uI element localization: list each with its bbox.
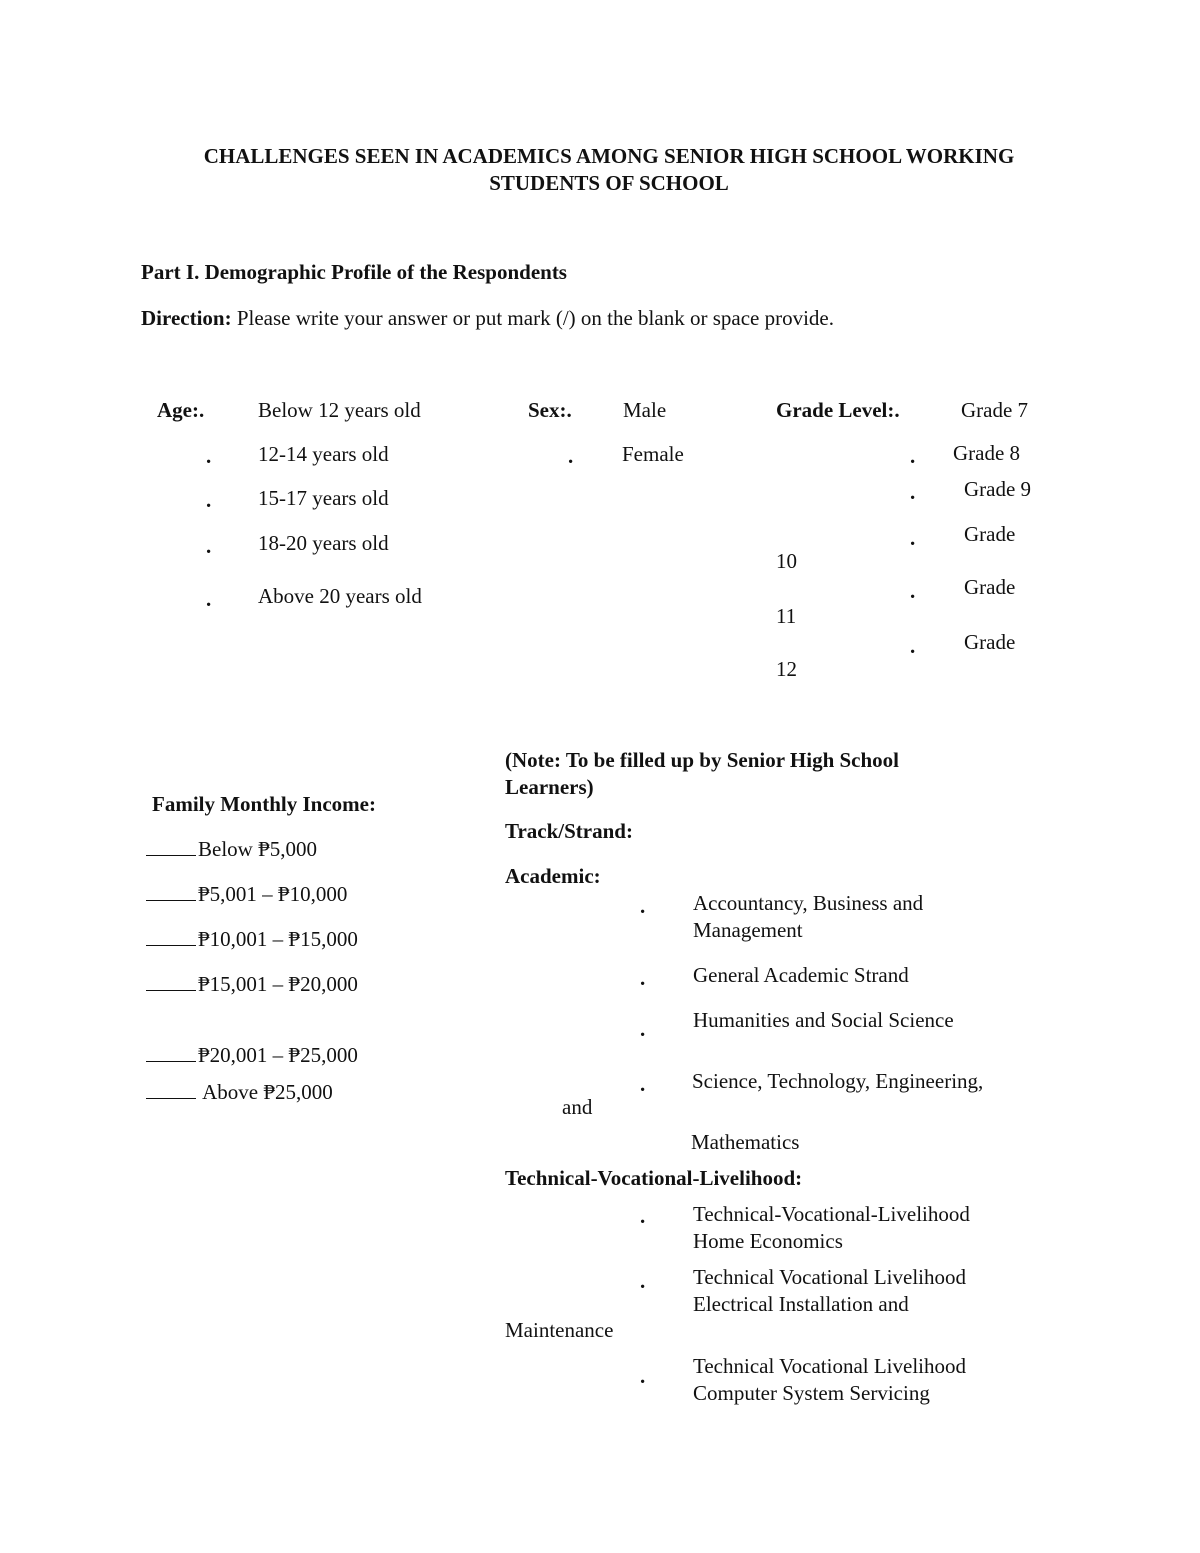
tvl-css-option-line-2: Computer System Servicing xyxy=(693,1381,930,1405)
income-option-2[interactable]: ₱5,001 – ₱10,000 xyxy=(146,881,347,908)
academic-label: Academic: xyxy=(505,864,601,888)
tvl-label: Technical-Vocational-Livelihood: xyxy=(505,1166,803,1190)
tvl-eim-option-line-1[interactable]: Technical Vocational Livelihood xyxy=(693,1265,967,1289)
age-label: Age:. xyxy=(157,398,205,422)
part-one-heading: Part I. Demographic Profile of the Respondents xyxy=(141,260,567,284)
income-blank-4[interactable] xyxy=(146,972,196,991)
income-option-3[interactable]: ₱10,001 – ₱15,000 xyxy=(146,926,358,953)
income-option-1[interactable]: Below ₱5,000 xyxy=(146,836,317,863)
sex-label: Sex:. xyxy=(528,398,572,422)
gas-checkbox[interactable]: . xyxy=(640,966,646,990)
grade-option-7[interactable]: Grade 7 xyxy=(961,398,1029,422)
direction-label: Direction: xyxy=(141,306,232,330)
age-option-15-17[interactable]: 15-17 years old xyxy=(258,486,389,510)
tvl-eim-option-line-3: Maintenance xyxy=(505,1318,614,1342)
grade-level-label: Grade Level:. xyxy=(776,398,900,422)
income-blank-3[interactable] xyxy=(146,927,196,946)
tvl-css-option-line-1[interactable]: Technical Vocational Livelihood xyxy=(693,1354,967,1378)
tvl-he-option-line-2: Home Economics xyxy=(693,1229,843,1253)
title-line-2: STUDENTS OF SCHOOL xyxy=(489,171,729,195)
grade-option-12-word[interactable]: Grade xyxy=(964,630,1016,654)
stem-option-line-1[interactable]: Science, Technology, Engineering, xyxy=(692,1069,984,1093)
grade-option-9[interactable]: Grade 9 xyxy=(964,477,1032,501)
tvl-eim-option-line-2: Electrical Installation and xyxy=(693,1292,909,1316)
age-option-below-12[interactable]: Below 12 years old xyxy=(258,398,421,422)
gas-option[interactable]: General Academic Strand xyxy=(693,963,909,987)
income-option-6[interactable]: Above ₱25,000 xyxy=(146,1079,333,1106)
tvl-css-checkbox[interactable]: . xyxy=(640,1364,646,1388)
age-option-12-14[interactable]: 12-14 years old xyxy=(258,442,389,466)
direction-text: Please write your answer or put mark (/) on the blank or space provide. xyxy=(231,306,834,330)
income-option-5[interactable]: ₱20,001 – ₱25,000 xyxy=(146,1042,358,1069)
title-line-1: CHALLENGES SEEN IN ACADEMICS AMONG SENIOR HIGH SCHOOL WORKING xyxy=(203,144,1015,168)
stem-checkbox[interactable]: . xyxy=(640,1072,646,1096)
grade-checkbox-10[interactable]: . xyxy=(910,526,916,550)
income-blank-5[interactable] xyxy=(146,1043,196,1062)
stem-option-and: and xyxy=(562,1095,593,1119)
age-checkbox-2[interactable]: . xyxy=(206,444,212,468)
sex-option-male[interactable]: Male xyxy=(623,398,667,422)
age-checkbox-3[interactable]: . xyxy=(206,488,212,512)
track-strand-label: Track/Strand: xyxy=(505,819,633,843)
age-option-18-20[interactable]: 18-20 years old xyxy=(258,531,389,555)
abm-option-line-1[interactable]: Accountancy, Business and xyxy=(693,891,924,915)
grade-checkbox-11[interactable]: . xyxy=(910,579,916,603)
grade-checkbox-8[interactable]: . xyxy=(910,444,916,468)
strand-note-line-1: (Note: To be filled up by Senior High School xyxy=(505,748,900,772)
grade-checkbox-12[interactable]: . xyxy=(910,634,916,658)
grade-option-8[interactable]: Grade 8 xyxy=(953,441,1021,465)
sex-option-female[interactable]: Female xyxy=(622,442,684,466)
grade-option-12-number: 12 xyxy=(776,657,797,681)
tvl-eim-checkbox[interactable]: . xyxy=(640,1269,646,1293)
sex-checkbox-female[interactable]: . xyxy=(568,444,574,468)
grade-option-11-word[interactable]: Grade xyxy=(964,575,1016,599)
income-blank-6[interactable] xyxy=(146,1080,196,1099)
age-checkbox-5[interactable]: . xyxy=(206,587,212,611)
humss-checkbox[interactable]: . xyxy=(640,1017,646,1041)
tvl-he-option-line-1[interactable]: Technical-Vocational-Livelihood xyxy=(693,1202,970,1226)
income-label: Family Monthly Income: xyxy=(152,792,376,816)
strand-note-line-2: Learners) xyxy=(505,775,594,799)
income-option-4[interactable]: ₱15,001 – ₱20,000 xyxy=(146,971,358,998)
tvl-he-checkbox[interactable]: . xyxy=(640,1204,646,1228)
abm-checkbox[interactable]: . xyxy=(640,894,646,918)
document-title xyxy=(100,143,1118,197)
direction-line xyxy=(141,305,834,332)
income-blank-2[interactable] xyxy=(146,882,196,901)
age-option-above-20[interactable]: Above 20 years old xyxy=(258,584,422,608)
grade-checkbox-9[interactable]: . xyxy=(910,480,916,504)
income-blank-1[interactable] xyxy=(146,837,196,856)
abm-option-line-2: Management xyxy=(693,918,803,942)
grade-option-10-word[interactable]: Grade xyxy=(964,522,1016,546)
age-checkbox-4[interactable]: . xyxy=(206,534,212,558)
humss-option[interactable]: Humanities and Social Science xyxy=(693,1008,954,1032)
grade-option-11-number: 11 xyxy=(776,604,797,628)
stem-option-line-2: Mathematics xyxy=(691,1130,800,1154)
grade-option-10-number: 10 xyxy=(776,549,797,573)
